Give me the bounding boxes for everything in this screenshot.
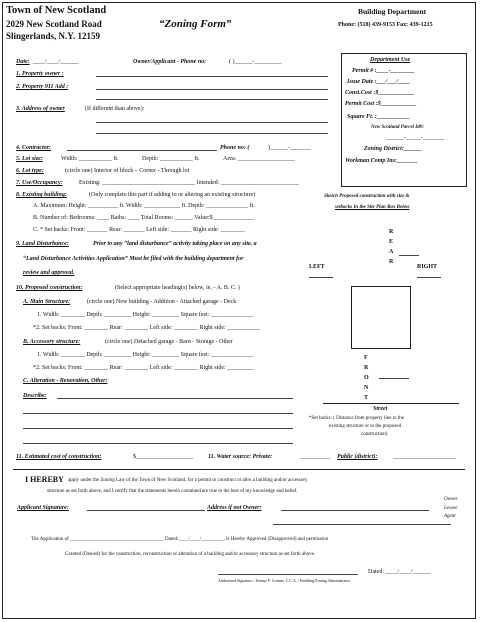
address-owner-field-2[interactable] xyxy=(96,133,328,134)
street-line xyxy=(323,403,459,404)
street-label: Street xyxy=(373,406,388,412)
front-letter-f: F xyxy=(364,355,368,361)
dept-workman-comp[interactable]: Workman Comp Ins:_______ xyxy=(345,158,418,164)
contractor-label: 4. Contractor: xyxy=(16,145,52,151)
dept-square-ft[interactable]: Square Ft. :___________ xyxy=(347,114,410,120)
contractor-field[interactable] xyxy=(67,150,217,151)
estimated-cost-field[interactable]: $___________________ xyxy=(133,454,193,460)
setback-note-3: construction) xyxy=(361,432,388,437)
dept-parcel-id-label: New Scotland Parcel Id#: xyxy=(371,125,424,130)
water-private-field[interactable]: __________ xyxy=(300,454,330,460)
estimated-cost-label: 11. Estimated cost of construction: xyxy=(16,454,102,460)
setback-note-2: existing structure or to the proposed xyxy=(329,424,402,429)
contractor-phone-field[interactable]: )______-_______ xyxy=(268,145,311,151)
left-setback-field[interactable] xyxy=(309,277,333,278)
property-owner-label: 1. Property owner : xyxy=(16,71,64,77)
dept-use-title: Department Use xyxy=(370,57,411,63)
describe-line-2[interactable] xyxy=(23,413,293,414)
owner-phone-field[interactable]: ( )______-_________ xyxy=(229,59,282,65)
proposed-construction-note: (Select appropriate heading(s) below, ie, - A. B. C. ) xyxy=(115,285,240,291)
dept-parcel-id-field[interactable]: ______-_____-_______ xyxy=(386,135,444,141)
rear-setback-field[interactable] xyxy=(399,255,419,256)
address-owner-label: 3. Address of owner xyxy=(16,106,65,112)
land-disturbance-label: 9. Land Disturbance: xyxy=(16,241,69,247)
applicant-signature-field[interactable] xyxy=(87,510,205,511)
department-use-box xyxy=(341,53,467,187)
authorized-signature-caption: Authorized Signature / Jeremy F. Cramer, C.C.A. / Building/Zoning Administrator xyxy=(218,578,350,583)
site-plan-box[interactable] xyxy=(351,286,411,349)
accessory-structure-setbacks[interactable]: *2. Set backs: Front: ________ Rear: ________ Left side: ________ Right side: _________ xyxy=(33,365,255,371)
property-911-label: 2. Property 911 Add : xyxy=(16,84,69,90)
lot-type-options[interactable]: (circle one) Interior of block – Corner - Through lot xyxy=(65,168,190,174)
address-not-owner-label: Address if not Owner: xyxy=(207,505,262,511)
front-setback-field[interactable] xyxy=(379,378,409,379)
existing-building-note: (Only complete this part if adding to or altering an existing structure) xyxy=(89,192,256,198)
main-structure-options[interactable]: (circle one) New building - Addition - Attached garage - Deck xyxy=(87,299,237,305)
town-address: 2029 New Scotland Road xyxy=(6,19,102,29)
address-owner-note: (If different than above): xyxy=(85,106,145,112)
use-occupancy-label: 7. Use/Occupancy: xyxy=(16,180,63,186)
dept-const-cost[interactable]: Const.Cost :$____________ xyxy=(345,90,415,96)
accessory-structure-label: B. Accessory structure: xyxy=(23,339,81,345)
approval-text-2: Granted (Denied) for the construction, reconstruction or alteration of a building and/or accessory structure as set forth above. xyxy=(65,552,316,557)
alteration-label: C. Alteration - Renovation, Other: xyxy=(23,378,108,384)
hereby-text-1: apply under the Zoning Law of the Town of New Scotland, for a permit to construct or alter a building and/or accessory xyxy=(68,478,308,483)
describe-line-3[interactable] xyxy=(23,428,293,429)
section-divider xyxy=(13,469,465,470)
lot-type-label: 6. Lot type: xyxy=(16,168,44,174)
role-lessee[interactable]: Lessee xyxy=(444,506,458,511)
rear-letter-a: A xyxy=(389,249,394,255)
rear-letter-r2: R xyxy=(389,259,394,265)
land-disturbance-line3: review and approval. xyxy=(23,270,75,276)
front-letter-n: N xyxy=(364,385,369,391)
existing-max-row[interactable]: A. Maximum: Height: __________ ft. Width: ____________ ft. Depth: ______________ ft. xyxy=(33,203,255,209)
land-disturbance-line2: “Land Disturbance Activities Application” Must be filed with the building department for xyxy=(23,256,244,262)
address-not-owner-field[interactable] xyxy=(281,510,429,511)
rear-letter-r: R xyxy=(389,229,394,235)
describe-label: Describe: xyxy=(23,393,47,399)
department-name: Building Department xyxy=(358,7,427,16)
applicant-signature-label: Applicant Signature: xyxy=(17,505,69,511)
dept-permit-cost[interactable]: Permit Cost :$____________ xyxy=(345,101,417,107)
front-letter-o: O xyxy=(364,375,369,381)
setback-note-1: *Set backs: ( Distance from property line to the xyxy=(309,416,404,421)
lot-width-field[interactable]: Width: ___________ ft. xyxy=(61,156,119,162)
address-not-owner-field-2[interactable] xyxy=(273,524,451,525)
zoning-form-page xyxy=(2,2,476,619)
approval-dated[interactable]: Dated: ____/____/______ xyxy=(368,569,431,575)
property-911-field[interactable] xyxy=(96,89,328,90)
dept-zoning-district[interactable]: Zoning District:______ xyxy=(364,146,422,152)
water-public-label: Public (district): xyxy=(337,454,378,460)
existing-number-row[interactable]: B. Number of: Bedrooms: ____ Baths: ____ Total Rooms: ______ Value:$______________ xyxy=(33,215,255,221)
property-owner-field[interactable] xyxy=(96,76,328,77)
dept-permit-no[interactable]: Permit # :____-________ xyxy=(352,68,415,74)
front-letter-t: T xyxy=(364,395,369,401)
lot-depth-field[interactable]: Depth: ___________ ft. xyxy=(142,156,200,162)
left-label: LEFT xyxy=(309,264,325,270)
proposed-construction-label: 10. Proposed construction: xyxy=(16,285,83,291)
accessory-structure-dimensions[interactable]: 1. Width: ________ Depth: _________ Height: _________ Square feet: ______________ xyxy=(37,352,253,358)
front-letter-r: R xyxy=(364,365,369,371)
existing-building-label: 8. Existing building: xyxy=(16,192,67,198)
hereby-lead: I HEREBY xyxy=(25,475,64,484)
describe-line-4[interactable] xyxy=(23,443,293,444)
approval-text-1: The Application of _____________________________________, Dated:____/____/_________, is Hereby Approved (Disapproved) and permission xyxy=(31,537,329,542)
existing-setbacks-row[interactable]: C. * Set backs: Front: _______ Rear: _______ Left side: _______ Right side: ________ xyxy=(33,227,245,233)
town-name: Town of New Scotland xyxy=(6,5,107,16)
water-public-field[interactable]: _____________________ xyxy=(393,454,456,460)
describe-line-1[interactable] xyxy=(57,398,293,399)
authorized-signature-field[interactable] xyxy=(218,574,358,575)
right-label: RIGHT xyxy=(417,264,438,270)
sketch-title-1: Sketch Proposed construction with size & xyxy=(324,194,410,199)
main-structure-label: A. Main Structure: xyxy=(23,299,71,305)
use-occupancy-fields[interactable]: Existing: _______________________________ Intended: __________________________ xyxy=(79,180,299,186)
land-disturbance-text: Prior to any “land disturbance” activity taking place on any site, a xyxy=(93,241,257,247)
lot-size-label: 5. Lot size: xyxy=(16,156,43,162)
main-structure-setbacks[interactable]: *2. Set backs: Front: ________ Rear: ________ Left side: ________ Right side: ___________ xyxy=(33,325,261,331)
sketch-title-2: setbacks In the Site Plan Box Below xyxy=(335,205,410,210)
main-structure-dimensions[interactable]: 1. Width: ________ Depth: _________ Height: _________ Square feet: ______________ xyxy=(37,312,253,318)
department-phone-fax: Phone: (518) 439-9153 Fax: 439-1215 xyxy=(338,22,433,28)
dept-issue-date[interactable]: Issue Date :___/___/____ xyxy=(347,79,410,85)
property-911-field-2[interactable] xyxy=(96,99,328,100)
right-setback-field[interactable] xyxy=(417,277,441,278)
role-owner[interactable]: Owner xyxy=(444,497,458,502)
hereby-text-2: structure as set forth above, and I certify that the statements herein contained are true to the best of my knowledge and belief. xyxy=(47,489,298,494)
address-owner-field-1[interactable] xyxy=(96,122,328,123)
accessory-structure-options[interactable]: (circle one) Detached garage - Barn - Storage - Other xyxy=(105,339,233,345)
lot-area-field[interactable]: Area: ___________________ xyxy=(223,156,295,162)
date-label: Date: xyxy=(16,59,30,65)
role-agent[interactable]: Agent xyxy=(444,514,456,519)
rear-letter-e: E xyxy=(389,239,394,245)
water-source-label: 11. Water source: Private: xyxy=(208,454,273,460)
date-field[interactable]: ____/____/______ xyxy=(33,59,79,65)
form-title: “Zoning Form” xyxy=(159,18,232,30)
contractor-phone-label: Phone no: ( xyxy=(220,145,250,151)
owner-phone-label: Owner/Applicant - Phone no: xyxy=(133,59,207,65)
town-city: Slingerlands, N.Y. 12159 xyxy=(6,31,100,41)
